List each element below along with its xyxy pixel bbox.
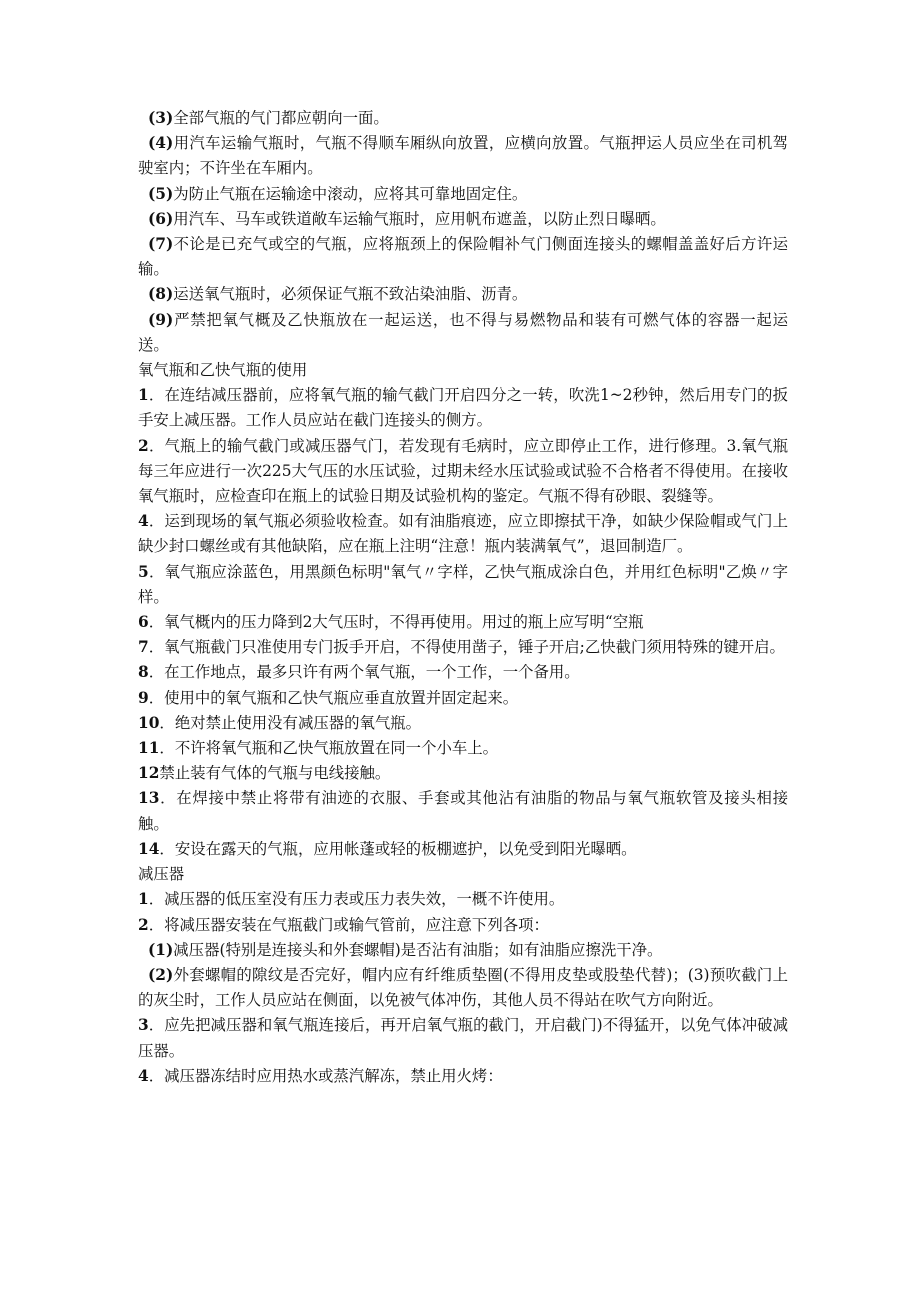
usage-rule-14 xyxy=(138,837,788,862)
rule-text: ．运到现场的氧气瓶必须验收检查。如有油脂痕迹，应立即擦拭干净，如缺少保险帽或气门上缺少封口螺丝或有其他缺陷，应在瓶上注明“注意！瓶内装满氧气”，退回制造厂。 xyxy=(138,512,788,556)
transport-rule-8 xyxy=(138,282,788,307)
rule-text: ．将减压器安装在气瓶截门或输气管前，应注意下列各项： xyxy=(148,915,549,934)
rule-number: 3 xyxy=(138,1016,149,1035)
reducer-rule-3 xyxy=(138,1013,788,1063)
usage-rule-4 xyxy=(138,509,788,559)
rule-number: 1 xyxy=(138,386,149,405)
rule-text: ．减压器冻结时应用热水或蒸汽解冻，禁止用火烤： xyxy=(148,1066,503,1085)
rule-text: 运送氧气瓶时，必须保证气瓶不致沾染油脂、沥青。 xyxy=(173,285,528,304)
rule-number: 4 xyxy=(138,512,149,531)
rule-text: ．气瓶上的输气截门或减压器气门，若发现有毛病时，应立即停止工作，进行修理。3.氧气瓶每三年应进行一次225大气压的水压试验，过期未经水压试验或试验不合格者不得使用。在接收氧气瓶时，应检查印在瓶上的试验日期及试验机构的鉴定。气瓶不得有砂眼、裂缝等。 xyxy=(138,436,788,506)
rule-number: 2 xyxy=(138,436,149,455)
rule-text: 为防止气瓶在运输途中滚动，应将其可靠地固定住。 xyxy=(173,184,528,203)
transport-rule-3 xyxy=(138,106,788,131)
rule-text: ．氧气瓶截门只准使用专门扳手开启，不得使用凿子，锤子开启;乙快截门须用特殊的键开启。 xyxy=(148,638,785,657)
reducer-rule-4 xyxy=(138,1064,788,1089)
reducer-subrule-2 xyxy=(138,963,788,1013)
rule-text: ．安设在露天的气瓶，应用帐蓬或轻的板棚遮护，以免受到阳光曝晒。 xyxy=(159,839,637,858)
rule-number: 14 xyxy=(138,839,160,858)
reducer-section-title: 减压器 xyxy=(138,865,185,884)
rule-number: 6 xyxy=(138,613,149,632)
rule-number: (4) xyxy=(148,134,174,153)
usage-rule-13 xyxy=(138,786,788,836)
rule-number: 2 xyxy=(138,915,149,934)
rule-number: (7) xyxy=(148,235,174,254)
rule-number: (8) xyxy=(148,285,174,304)
rule-text: 禁止装有气体的气瓶与电线接触。 xyxy=(159,764,391,783)
rule-text: 严禁把氧气概及乙快瓶放在一起运送，也不得与易燃物品和装有可燃气体的容器一起运送。 xyxy=(138,310,788,354)
usage-rule-1 xyxy=(138,383,788,433)
transport-rule-4 xyxy=(138,131,788,181)
rule-text: 外套螺帽的隙纹是否完好，帽内应有纤维质垫圈(不得用皮垫或股垫代替)；(3)预吹截门上的灰尘时，工作人员应站在侧面，以免被气体冲伤，其他人员不得站在吹气方向附近。 xyxy=(138,965,788,1010)
usage-section-title: 氧气瓶和乙快气瓶的使用 xyxy=(138,361,308,380)
usage-rule-8 xyxy=(138,660,788,685)
rule-number: 11 xyxy=(138,739,160,758)
transport-rule-7 xyxy=(138,232,788,282)
usage-rule-10 xyxy=(138,711,788,736)
rule-number: 10 xyxy=(138,713,160,732)
rule-text: 用汽车运输气瓶时，气瓶不得顺车厢纵向放置，应横向放置。气瓶押运人员应坐在司机驾驶室内；不许坐在车厢内。 xyxy=(138,134,788,178)
usage-rule-12 xyxy=(138,761,788,786)
rule-number: 8 xyxy=(138,663,149,682)
rule-number: 1 xyxy=(138,890,149,909)
transport-rule-5 xyxy=(138,182,788,207)
rule-number: 7 xyxy=(138,638,149,657)
rule-text: ．氧气概内的压力降到2大气压时，不得再使用。用过的瓶上应写明“空瓶 xyxy=(148,613,644,632)
usage-rule-2 xyxy=(138,434,788,510)
rule-text: ．在焊接中禁止将带有油迹的衣服、手套或其他沾有油脂的物品与氧气瓶软管及接头相接触。 xyxy=(138,789,788,833)
rule-number: (6) xyxy=(148,209,174,228)
usage-rule-6 xyxy=(138,610,788,635)
rule-text: ．在工作地点，最多只许有两个氧气瓶，一个工作，一个备用。 xyxy=(148,663,580,682)
document-page xyxy=(138,106,788,1089)
rule-number: 5 xyxy=(138,562,149,581)
transport-rule-9 xyxy=(138,308,788,358)
usage-rule-11 xyxy=(138,736,788,761)
rule-text: ．应先把减压器和氧气瓶连接后，再开启氧气瓶的截门，开启截门)不得猛开，以免气体冲破减压器。 xyxy=(138,1016,788,1060)
rule-text: ．减压器的低压室没有压力表或压力表失效，一概不许使用。 xyxy=(148,890,565,909)
rule-text: ．不许将氧气瓶和乙快气瓶放置在同一个小车上。 xyxy=(159,739,499,758)
rule-number: 9 xyxy=(138,688,149,707)
usage-rule-5 xyxy=(138,560,788,610)
rule-number: 12 xyxy=(138,764,160,783)
rule-number: 13 xyxy=(138,789,160,808)
rule-number: (2) xyxy=(148,965,174,984)
rule-text: 用汽车、马车或铁道敞车运输气瓶时，应用帆布遮盖，以防止烈日曝晒。 xyxy=(173,209,666,228)
transport-rule-6 xyxy=(138,207,788,232)
reducer-rule-1 xyxy=(138,887,788,912)
reducer-rule-2 xyxy=(138,913,788,938)
rule-number: (5) xyxy=(148,184,174,203)
rule-number: 4 xyxy=(138,1066,149,1085)
rule-text: ．氧气瓶应涂蓝色，用黑颜色标明"氧气〃字样，乙快气瓶成涂白色，并用红色标明"乙焕〃字样。 xyxy=(138,562,788,606)
rule-number: (9) xyxy=(148,310,174,329)
usage-rule-7 xyxy=(138,635,788,660)
rule-text: 全部气瓶的气门都应朝向一面。 xyxy=(173,109,389,127)
rule-number: (3) xyxy=(148,109,174,127)
rule-text: 不论是已充气或空的气瓶，应将瓶颈上的保险帽补气门侧面连接头的螺帽盖盖好后方许运输。 xyxy=(138,235,788,279)
rule-number: (1) xyxy=(148,940,174,959)
rule-text: 减压器(特别是连接头和外套螺帽)是否沾有油脂；如有油脂应擦洗干净。 xyxy=(173,940,663,959)
usage-rule-9 xyxy=(138,686,788,711)
reducer-subrule-1 xyxy=(138,938,788,963)
rule-text: ．在连结减压器前，应将氧气瓶的输气截门开启四分之一转，吹洗1~2秒钟，然后用专门的扳手安上减压器。工作人员应站在截门连接头的侧方。 xyxy=(138,386,788,430)
rule-text: ．使用中的氧气瓶和乙快气瓶应垂直放置并固定起来。 xyxy=(148,688,519,707)
rule-text: ．绝对禁止使用没有减压器的氧气瓶。 xyxy=(159,713,422,732)
